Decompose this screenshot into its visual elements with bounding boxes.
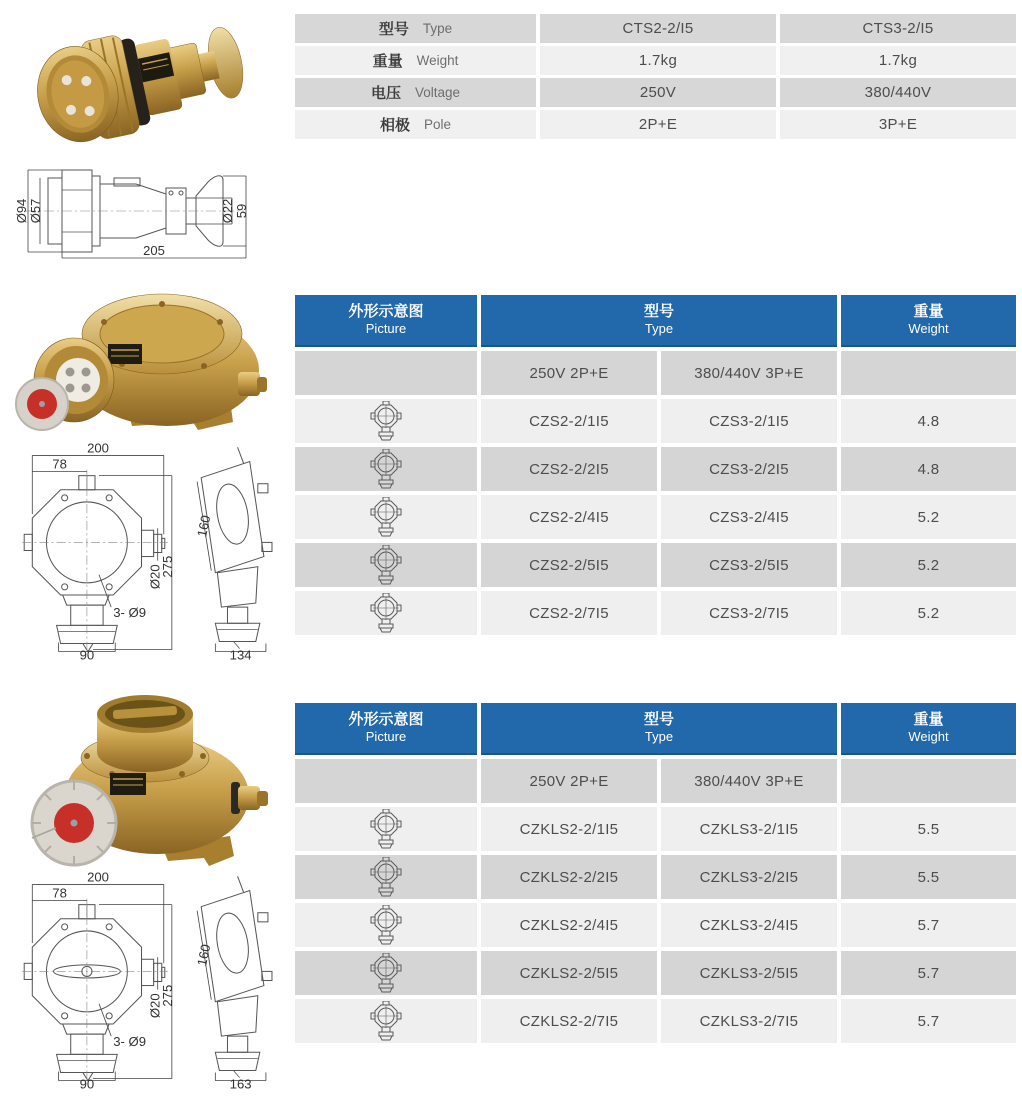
weight-cell: 5.2 [841, 543, 1016, 587]
dim-width: 200 [87, 443, 109, 456]
header-type-zh: 型号 [643, 303, 674, 320]
model-cell: CZS3-2/2I5 [661, 447, 837, 491]
table-row [295, 495, 1016, 539]
weight-cell: 4.8 [841, 399, 1016, 443]
spec-label-zh: 型号 [378, 21, 409, 38]
weight-cell: 4.8 [841, 447, 1016, 491]
socket-schematic-icon [370, 593, 402, 633]
spec-value: CTS2-2/I5 [540, 14, 776, 43]
header-type-en: Type [644, 729, 674, 744]
header-weight-en: Weight [908, 729, 949, 744]
header-picture-en: Picture [365, 729, 407, 744]
table-row [295, 903, 1016, 947]
model-cell: CZKLS2-2/2I5 [481, 855, 657, 899]
spec-value: 250V [540, 78, 776, 107]
socket-dimension-drawing [6, 443, 274, 661]
header-weight-zh: 重量 [913, 303, 944, 320]
header-weight-zh: 重量 [913, 711, 944, 728]
spec-label-zh: 重量 [372, 53, 403, 70]
header-type-zh: 型号 [643, 711, 674, 728]
dim-holes: 3- Ø9 [113, 605, 147, 621]
table-row [295, 447, 1016, 491]
spec-row-pole [295, 110, 1016, 139]
table-row [295, 807, 1016, 851]
weight-cell: 5.7 [841, 903, 1016, 947]
spec-row-type [295, 14, 1016, 43]
dim-side-height: 160 [194, 513, 214, 539]
dim-base: 90 [79, 647, 95, 661]
subheader-250v: 250V 2P+E [481, 759, 657, 803]
model-cell: CZKLS3-2/5I5 [661, 951, 837, 995]
model-cell: CZS2-2/2I5 [481, 447, 657, 491]
model-cell: CZS3-2/1I5 [661, 399, 837, 443]
model-cell: CZS2-2/4I5 [481, 495, 657, 539]
socket-schematic-icon [370, 905, 402, 945]
switch-socket-photo [12, 678, 270, 870]
weight-cell: 5.7 [841, 951, 1016, 995]
dim-offset: 78 [52, 885, 67, 901]
subheader-380v: 380/440V 3P+E [661, 759, 837, 803]
socket-schematic-icon [370, 401, 402, 441]
socket-schematic-icon [370, 449, 402, 489]
table-header [295, 295, 1016, 347]
header-weight-en: Weight [908, 321, 949, 336]
table-row [295, 543, 1016, 587]
model-cell: CZS3-2/7I5 [661, 591, 837, 635]
model-cell: CZKLS2-2/5I5 [481, 951, 657, 995]
spec-label-en: Voltage [414, 85, 461, 100]
plug-dimension-drawing [12, 158, 257, 268]
table-row [295, 855, 1016, 899]
dim-side-height: 160 [194, 942, 214, 968]
spec-label-zh: 电压 [370, 85, 401, 102]
model-cell: CZKLS3-2/2I5 [661, 855, 837, 899]
dim-base: 90 [79, 1076, 95, 1090]
switch-product-table [295, 703, 1016, 1047]
table-row [295, 591, 1016, 635]
model-cell: CZS2-2/1I5 [481, 399, 657, 443]
dim-gland-dia: Ø20 [147, 993, 163, 1019]
spec-value: CTS3-2/I5 [780, 14, 1016, 43]
dim-height: 275 [159, 984, 175, 1007]
table-header [295, 703, 1016, 755]
dim-side-width: 134 [229, 647, 252, 661]
spec-label-zh: 相极 [379, 117, 410, 134]
socket-schematic-icon [370, 953, 402, 993]
plug-spec-table [295, 14, 1016, 142]
spec-row-voltage [295, 78, 1016, 107]
socket-schematic-icon [370, 857, 402, 897]
table-row [295, 999, 1016, 1043]
model-cell: CZKLS2-2/7I5 [481, 999, 657, 1043]
dim-dia-outer: Ø94 [14, 198, 29, 224]
subheader-380v: 380/440V 3P+E [661, 351, 837, 395]
dim-offset: 78 [52, 456, 67, 472]
model-cell: CZKLS2-2/4I5 [481, 903, 657, 947]
header-picture-zh: 外形示意图 [348, 303, 424, 320]
model-cell: CZKLS3-2/4I5 [661, 903, 837, 947]
dim-dia-bell: 59 [234, 203, 249, 219]
spec-value: 1.7kg [780, 46, 1016, 75]
socket-schematic-icon [370, 545, 402, 585]
table-subheader [295, 759, 1016, 803]
dim-dia-neck: Ø22 [220, 198, 235, 224]
spec-row-weight [295, 46, 1016, 75]
weight-cell: 5.5 [841, 855, 1016, 899]
table-row [295, 399, 1016, 443]
spec-label-en: Type [422, 21, 453, 36]
socket-schematic-icon [370, 497, 402, 537]
dim-side-width: 163 [229, 1076, 252, 1090]
model-cell: CZKLS2-2/1I5 [481, 807, 657, 851]
model-cell: CZKLS3-2/7I5 [661, 999, 837, 1043]
spec-value: 2P+E [540, 110, 776, 139]
socket-schematic-icon [370, 809, 402, 849]
socket-schematic-icon [370, 1001, 402, 1041]
table-subheader [295, 351, 1016, 395]
table-row [295, 951, 1016, 995]
dim-width: 200 [87, 872, 109, 885]
dim-gland-dia: Ø20 [147, 564, 163, 590]
spec-value: 3P+E [780, 110, 1016, 139]
dim-dia-inner: Ø57 [28, 198, 43, 224]
weight-cell: 5.7 [841, 999, 1016, 1043]
subheader-250v: 250V 2P+E [481, 351, 657, 395]
model-cell: CZS2-2/7I5 [481, 591, 657, 635]
weight-cell: 5.2 [841, 495, 1016, 539]
socket-product-table [295, 295, 1016, 639]
spec-label-en: Weight [416, 53, 459, 68]
header-picture-en: Picture [365, 321, 407, 336]
model-cell: CZKLS3-2/1I5 [661, 807, 837, 851]
spec-value: 1.7kg [540, 46, 776, 75]
model-cell: CZS3-2/4I5 [661, 495, 837, 539]
model-cell: CZS3-2/5I5 [661, 543, 837, 587]
spec-value: 380/440V [780, 78, 1016, 107]
weight-cell: 5.2 [841, 591, 1016, 635]
weight-cell: 5.5 [841, 807, 1016, 851]
switch-socket-dimension-drawing [6, 872, 274, 1090]
dim-length: 205 [143, 243, 165, 258]
header-picture-zh: 外形示意图 [348, 711, 424, 728]
dim-height: 275 [159, 555, 175, 578]
plug-photo [25, 8, 245, 156]
model-cell: CZS2-2/5I5 [481, 543, 657, 587]
header-type-en: Type [644, 321, 674, 336]
dim-holes: 3- Ø9 [113, 1034, 147, 1050]
spec-label-en: Pole [423, 117, 452, 132]
socket-photo [12, 282, 267, 438]
